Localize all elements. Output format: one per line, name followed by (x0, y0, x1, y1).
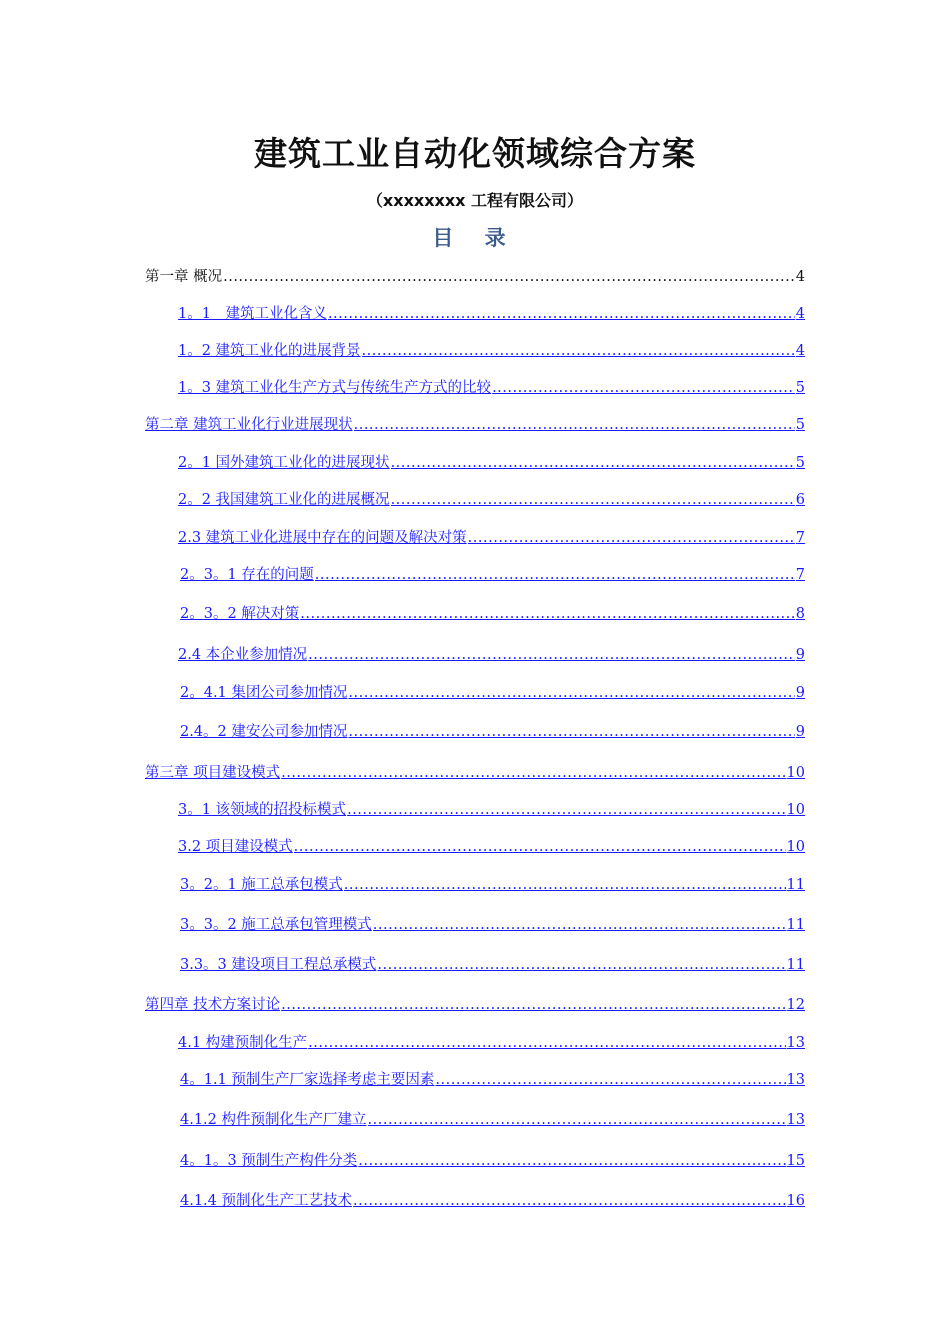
toc-page-number[interactable]: 7 (795, 567, 805, 583)
toc-entry[interactable] (180, 565, 805, 585)
toc-entry-label[interactable]: 3。3。2 施工总承包管理模式 (180, 917, 372, 933)
toc-entry[interactable] (180, 1070, 805, 1090)
toc-entry-label[interactable]: 2.3 建筑工业化进展中存在的问题及解决对策 (178, 530, 467, 546)
toc-entry-label[interactable]: 2.4。2 建安公司参加情况 (180, 724, 348, 740)
toc-leader-dots (308, 645, 795, 665)
toc-entry-label[interactable]: 2。3。1 存在的问题 (180, 567, 314, 583)
toc-page-number[interactable]: 4 (795, 306, 805, 322)
toc-entry[interactable] (145, 763, 805, 783)
toc-leader-dots (348, 722, 794, 742)
toc-entry[interactable] (145, 267, 805, 287)
toc-leader-dots (435, 1070, 785, 1090)
toc-leader-dots (300, 604, 794, 624)
toc-entry-label[interactable]: 第二章 建筑工业化行业进展现状 (145, 417, 353, 433)
toc-entry[interactable] (178, 800, 805, 820)
toc-page-number[interactable]: 10 (786, 765, 805, 781)
toc-page-number[interactable]: 4 (795, 269, 805, 285)
toc-leader-dots (492, 378, 795, 398)
toc-page-number[interactable]: 9 (795, 685, 805, 701)
toc-entry[interactable] (180, 1110, 805, 1130)
toc-page-number[interactable]: 16 (786, 1193, 805, 1209)
toc-leader-dots (391, 453, 795, 473)
toc-leader-dots (315, 565, 795, 585)
toc-leader-dots (223, 267, 795, 287)
toc-page-number[interactable]: 12 (786, 997, 805, 1013)
toc-leader-dots (362, 341, 795, 361)
toc-entry-label[interactable]: 4.1.2 构件预制化生产厂建立 (180, 1112, 367, 1128)
toc-entry-label[interactable]: 3。2。1 施工总承包模式 (180, 877, 343, 893)
toc-heading: 目 录 (432, 226, 518, 250)
toc-page-number[interactable]: 5 (795, 417, 805, 433)
toc-entry-label[interactable]: 2。1 国外建筑工业化的进展现状 (178, 455, 390, 471)
toc-page-number[interactable]: 13 (786, 1072, 805, 1088)
toc-leader-dots (353, 1191, 786, 1211)
toc-leader-dots (348, 683, 794, 703)
toc-leader-dots (358, 1151, 785, 1171)
toc-leader-dots (328, 304, 795, 324)
toc-page-number[interactable]: 9 (795, 724, 805, 740)
toc-entry-label[interactable]: 第一章 概况 (145, 269, 223, 285)
toc-leader-dots (308, 1033, 785, 1053)
toc-entry-label[interactable]: 4.1 构建预制化生产 (178, 1035, 308, 1051)
toc-leader-dots (377, 955, 785, 975)
toc-entry[interactable] (178, 1033, 805, 1053)
toc-page-number[interactable]: 13 (786, 1035, 805, 1051)
toc-leader-dots (347, 800, 785, 820)
toc-entry[interactable] (178, 378, 805, 398)
toc-page-number[interactable]: 9 (795, 647, 805, 663)
toc-entry[interactable] (180, 915, 805, 935)
toc-page-number[interactable]: 5 (795, 380, 805, 396)
toc-page-number[interactable]: 7 (795, 530, 805, 546)
toc-page-number[interactable]: 4 (795, 343, 805, 359)
toc-entry-label[interactable]: 1。2 建筑工业化的进展背景 (178, 343, 361, 359)
toc-page-number[interactable]: 8 (795, 606, 805, 622)
toc-leader-dots (373, 915, 786, 935)
toc-entry[interactable] (178, 453, 805, 473)
toc-leader-dots (281, 763, 785, 783)
toc-entry[interactable] (178, 645, 805, 665)
toc-entry[interactable] (178, 528, 805, 548)
toc-entry[interactable] (180, 1191, 805, 1211)
toc-leader-dots (281, 995, 785, 1015)
toc-page-number[interactable]: 5 (795, 455, 805, 471)
toc-entry[interactable] (180, 683, 805, 703)
toc-entry[interactable] (180, 604, 805, 624)
toc-entry-label[interactable]: 2。3。2 解决对策 (180, 606, 300, 622)
toc-entry-label[interactable]: 第四章 技术方案讨论 (145, 997, 281, 1013)
toc-leader-dots (468, 528, 795, 548)
toc-leader-dots (294, 837, 786, 857)
toc-entry-label[interactable]: 3。1 该领域的招投标模式 (178, 802, 347, 818)
toc-entry[interactable] (145, 415, 805, 435)
toc-entry-label[interactable]: 4.1.4 预制化生产工艺技术 (180, 1193, 353, 1209)
toc-entry[interactable] (145, 995, 805, 1015)
toc-page-number[interactable]: 11 (786, 917, 805, 933)
toc-entry-label[interactable]: 第三章 项目建设模式 (145, 765, 281, 781)
toc-entry[interactable] (180, 875, 805, 895)
toc-page-number[interactable]: 11 (786, 957, 805, 973)
toc-entry-label[interactable]: 1。1 建筑工业化含义 (178, 306, 327, 322)
document-title: 建筑工业自动化领域综合方案 (254, 134, 696, 173)
toc-page-number[interactable]: 15 (786, 1153, 805, 1169)
toc-entry-label[interactable]: 3.3。3 建设项目工程总承模式 (180, 957, 377, 973)
toc-entry-label[interactable]: 4。1.1 预制生产厂家选择考虑主要因素 (180, 1072, 435, 1088)
toc-entry-label[interactable]: 1。3 建筑工业化生产方式与传统生产方式的比较 (178, 380, 492, 396)
toc-entry[interactable] (178, 304, 805, 324)
toc-entry[interactable] (178, 341, 805, 361)
toc-entry[interactable] (180, 955, 805, 975)
toc-page-number[interactable]: 6 (795, 492, 805, 508)
toc-entry-label[interactable]: 2。4.1 集团公司参加情况 (180, 685, 348, 701)
toc-entry-label[interactable]: 3.2 项目建设模式 (178, 839, 293, 855)
toc-entry[interactable] (180, 1151, 805, 1171)
toc-entry-label[interactable]: 2。2 我国建筑工业化的进展概况 (178, 492, 390, 508)
toc-entry[interactable] (178, 837, 805, 857)
toc-page-number[interactable]: 10 (786, 839, 805, 855)
toc-leader-dots (391, 490, 795, 510)
toc-page-number[interactable]: 11 (786, 877, 805, 893)
document-subtitle: （xxxxxxxx 工程有限公司） (366, 191, 584, 210)
toc-entry-label[interactable]: 2.4 本企业参加情况 (178, 647, 308, 663)
toc-leader-dots (354, 415, 795, 435)
toc-page-number[interactable]: 13 (786, 1112, 805, 1128)
toc-page-number[interactable]: 10 (786, 802, 805, 818)
toc-entry[interactable] (178, 490, 805, 510)
toc-leader-dots (368, 1110, 786, 1130)
toc-entry-label[interactable]: 4。1。3 预制生产构件分类 (180, 1153, 358, 1169)
toc-leader-dots (344, 875, 786, 895)
toc-entry[interactable] (180, 722, 805, 742)
